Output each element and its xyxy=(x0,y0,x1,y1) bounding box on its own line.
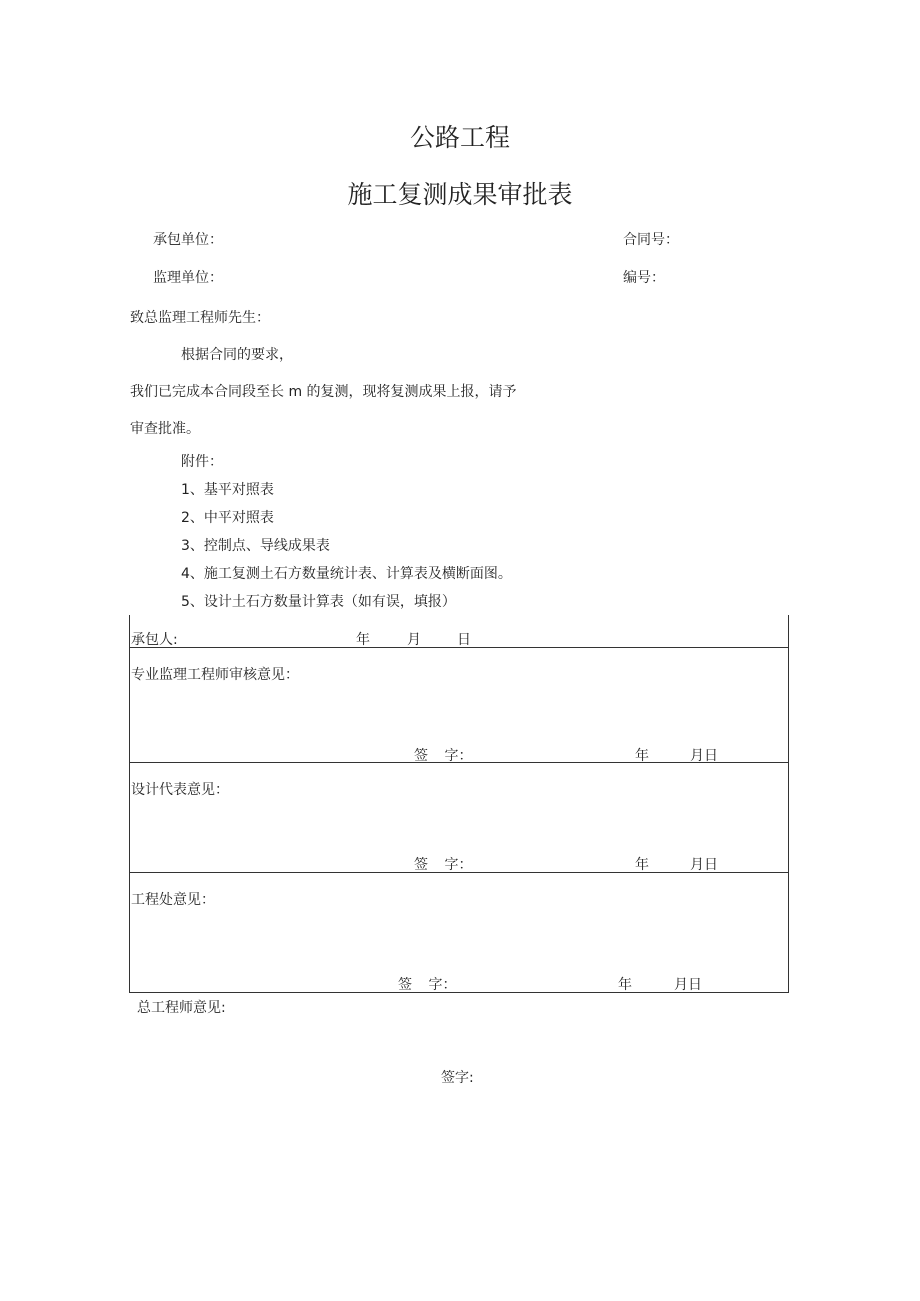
letter-line-1: 根据合同的要求， xyxy=(181,347,293,363)
section-heading: 专业监理工程师审核意见： xyxy=(131,667,299,683)
day-label: 日 xyxy=(457,632,471,648)
sign-label: 签 字： xyxy=(414,748,473,764)
sign-label: 签 字： xyxy=(398,977,457,993)
sign-label: 签 字： xyxy=(414,857,473,873)
letter-line-2: 我们已完成本合同段至长 m 的复测，现将复测成果上报，请予 xyxy=(130,384,517,400)
year-label: 年 xyxy=(635,748,649,764)
attachment-item: 3、控制点、导线成果表 xyxy=(181,538,330,554)
chief-sign-label: 签字: xyxy=(441,1070,474,1086)
form-title: 施工复测成果审批表 xyxy=(347,180,573,209)
attachment-item: 5、设计土石方数量计算表（如有误，填报） xyxy=(181,594,456,610)
section-heading: 工程处意见： xyxy=(131,892,215,908)
attachment-item: 4、施工复测土石方数量统计表、计算表及横断面图。 xyxy=(181,566,512,582)
month-day-label: 月日 xyxy=(690,748,718,764)
table-border-left xyxy=(129,615,130,993)
attachment-item: 2、中平对照表 xyxy=(181,510,274,526)
section-heading: 设计代表意见： xyxy=(131,782,229,798)
year-label: 年 xyxy=(356,632,370,648)
contractor-label: 承包人: xyxy=(131,632,178,648)
year-label: 年 xyxy=(618,977,632,993)
serial-no-label: 编号： xyxy=(623,270,665,286)
month-day-label: 月日 xyxy=(690,857,718,873)
year-label: 年 xyxy=(635,857,649,873)
letter-line-3: 审查批准。 xyxy=(130,421,200,437)
attachment-item: 1、基平对照表 xyxy=(181,482,274,498)
month-day-label: 月日 xyxy=(674,977,702,993)
chief-engineer-label: 总工程师意见: xyxy=(137,1000,226,1016)
contractor-unit-label: 承包单位： xyxy=(153,232,223,248)
attachments-label: 附件： xyxy=(181,454,223,470)
salutation: 致总监理工程师先生： xyxy=(130,310,270,326)
table-border-right xyxy=(788,615,789,993)
month-label: 月 xyxy=(407,632,421,648)
supervisor-unit-label: 监理单位： xyxy=(153,270,223,286)
page-title: 公路工程 xyxy=(409,123,510,152)
contract-no-label: 合同号： xyxy=(623,232,679,248)
